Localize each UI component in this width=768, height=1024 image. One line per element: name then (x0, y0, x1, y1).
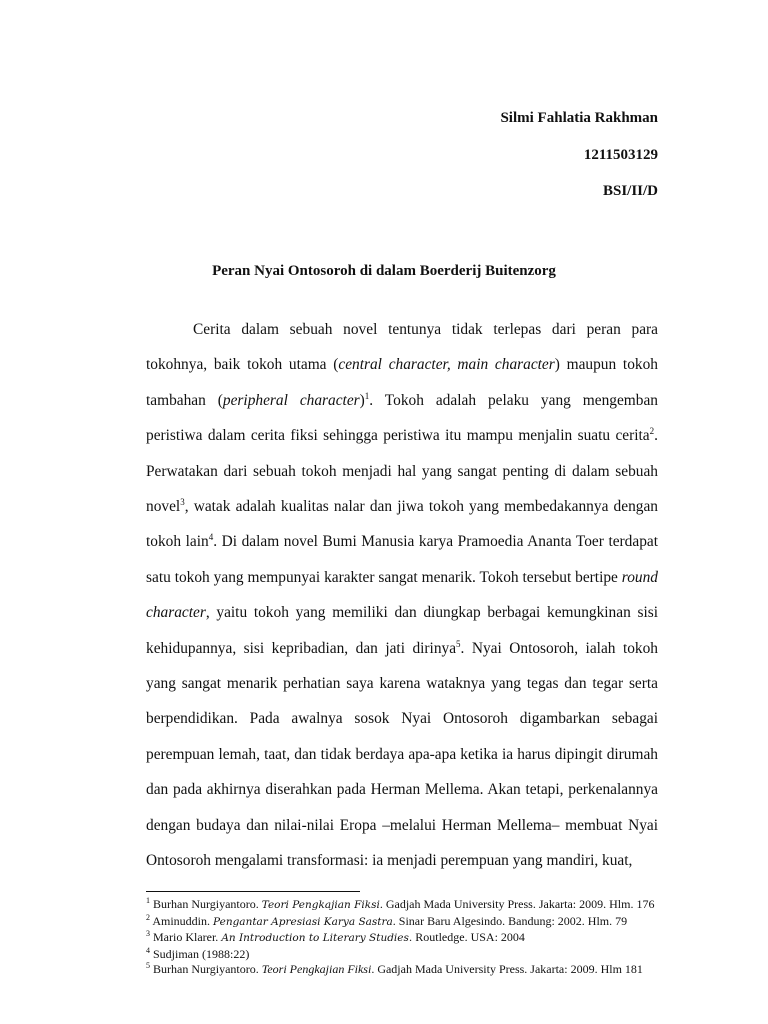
italic-term: peripheral character (222, 391, 360, 409)
text-run: Cerita dalam sebuah novel tentunya tidak terlepas dari peran para tokohnya, baik tokoh utama ( (146, 321, 658, 374)
essay-body (146, 312, 658, 879)
text-run: . Di dalam novel Bumi Manusia karya Pramoedia Ananta Toer terdapat satu tokoh yang mempunyai karakter sangat menarik. Tokoh tersebut bertipe (146, 533, 659, 586)
footnote-item (146, 914, 706, 931)
footnotes (146, 897, 706, 978)
footnote-text: . Gadjah Mada University Press. Jakarta: 2009. Hlm 181 (371, 962, 643, 977)
italic-term: round character (146, 568, 658, 622)
footnote-text: Burhan Nurgiyantoro. (150, 962, 262, 977)
text-run: ) maupun tokoh tambahan ( (146, 356, 658, 409)
footnote-number: 1 (146, 896, 150, 905)
footnote-number: 4 (146, 945, 150, 955)
text-run: . Tokoh adalah pelaku yang mengemban peristiwa dalam cerita fiksi sehingga peristiwa itu mampu menjalin suatu cerita (146, 391, 658, 445)
footnote-item (146, 930, 706, 947)
footnote-item (146, 947, 706, 963)
book-title: Teori Pengkajian Fiksi (261, 962, 372, 977)
footnote-text: Mario Klarer. (150, 930, 222, 945)
footnote-item (146, 962, 706, 978)
text-run: , watak adalah kualitas nalar dan jiwa tokoh yang membedakannya dengan tokoh lain (146, 498, 658, 551)
footnote-text: Routledge. USA: 2004 (412, 930, 525, 945)
footnote-ref: 3 (180, 496, 185, 507)
footnote-text: . Sinar Baru Algesindo. Bandung: 2002. Hlm. 79 (392, 913, 628, 928)
text-run: ) (359, 391, 365, 409)
footnote-number: 5 (146, 961, 150, 971)
footnote-divider (146, 891, 360, 892)
book-title: An Introduction to Literary Studies. (221, 932, 413, 945)
footnote-ref: 5 (456, 638, 461, 649)
footnote-text: Sudjiman (1988:22) (150, 946, 250, 961)
paragraph (146, 312, 658, 879)
essay-title: Peran Nyai Ontosoroh di dalam Boerderij Buitenzorg (212, 263, 556, 279)
footnote-item (146, 897, 706, 914)
class-code: BSI/II/D (602, 183, 658, 199)
text-run: , yaitu tokoh yang memiliki dan diungkap berbagai kemungkinan sisi kehidupannya, sisi kepribadian, dan jati dirinya (146, 604, 658, 657)
book-title: Pengantar Apresiasi Karya Sastra (213, 915, 393, 928)
italic-term: central character, main character (338, 356, 555, 374)
text-run: . Perwatakan dari sebuah tokoh menjadi hal yang sangat penting di dalam sebuah novel (146, 427, 658, 516)
text-run: . Nyai Ontosoroh, ialah tokoh yang sangat menarik perhatian saya karena wataknya yang tegas dan tegar serta berpendidikan. Pada awalnya sosok Nyai Ontosoroh digambarkan sebagai perempuan lemah, taat, dan tidak berdaya apa-apa ketika ia harus dipingit dirumah dan pada akhirnya diserahkan pada Herman Mellema. Akan tetapi, perkenalannya dengan budaya dan nilai-nilai Eropa –melalui Herman Mellema– membuat Nyai Ontosoroh mengalami transformasi: ia menjadi perempuan yang mandiri, kuat, (146, 639, 658, 870)
footnote-number: 2 (146, 912, 150, 922)
footnote-ref: 1 (364, 390, 370, 401)
footnote-ref: 4 (208, 532, 214, 543)
footnote-text: . Gadjah Mada University Press. Jakarta: 2009. Hlm. 176 (379, 897, 655, 911)
student-id: 1211503129 (583, 147, 658, 163)
footnote-text: Aminuddin. (150, 913, 214, 928)
footnote-text: Burhan Nurgiyantoro. (150, 897, 262, 911)
author-name: Silmi Fahlatia Rakhman (500, 110, 658, 126)
book-title: Teori Pengkajian Fiksi (261, 899, 380, 911)
footnote-number: 3 (146, 929, 150, 939)
footnote-ref: 2 (649, 426, 655, 437)
